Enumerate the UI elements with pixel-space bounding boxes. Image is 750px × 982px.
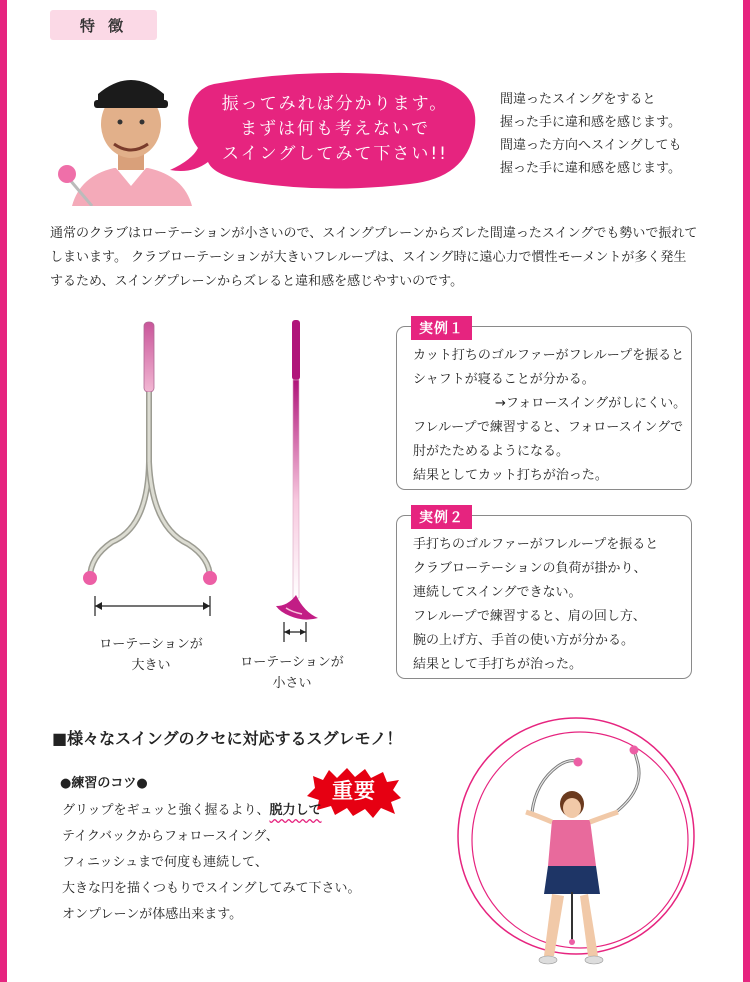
example-line: フレループで練習すると、肩の回し方、 — [413, 609, 646, 624]
intro-line: するため、スイングプレーンからズレると違和感を感じやすいのです。 — [50, 274, 464, 289]
speech-line: スイングしてみて下さい!! — [222, 144, 448, 164]
intro-line: 通常のクラブはローテーションが小さいので、スイングプレーンからズレた間違ったスイングでも勢いで振れて — [50, 226, 698, 241]
side-note-line: 握った手に違和感を感じます。 — [500, 161, 681, 176]
golfer-swing-illustration — [440, 716, 710, 976]
example-1-label: 実例１ — [411, 316, 472, 340]
example-line: 連続してスイングできない。 — [413, 585, 582, 600]
example-2-box — [396, 510, 692, 679]
tips-line-1 — [62, 798, 360, 824]
example-1-box — [396, 321, 692, 490]
example-line: 結果としてカット打ちが治った。 — [413, 468, 608, 483]
tips-heading: ●練習のコツ● — [60, 776, 148, 791]
right-border — [743, 0, 750, 982]
tips-line-1-text: グリップをギュッと強く握るより、 — [62, 803, 270, 818]
tips-line: 大きな円を描くつもりでスイングしてみて下さい。 — [62, 881, 361, 896]
side-note — [500, 88, 740, 180]
caption-small-rotation — [236, 652, 348, 694]
side-note-line: 間違った方向へスイングしても — [500, 138, 682, 153]
left-border — [0, 0, 7, 982]
feature-tab: 特 徴 — [50, 10, 157, 40]
example-2-body — [413, 533, 658, 677]
caption-line: ローテーションが — [99, 637, 203, 652]
tips-emphasis: 脱力して — [269, 803, 322, 818]
example-line: 腕の上げ方、手首の使い方が分かる。 — [413, 633, 635, 648]
intro-paragraph — [50, 222, 698, 294]
example-line: 肘がたためるようになる。 — [413, 444, 570, 459]
side-note-line: 間違ったスイングをすると — [500, 92, 656, 107]
tips-line: テイクバックからフォロースイング、 — [62, 829, 279, 844]
intro-line: しまいます。 クラブローテーションが大きいフレループは、スイング時に遠心力で慣性モーメントが多く発生 — [50, 250, 687, 265]
tips-body — [62, 798, 360, 928]
tips-line: フィニッシュまで何度も連続して、 — [62, 855, 268, 870]
caption-line: ローテーションが — [240, 655, 344, 670]
example-1-body — [413, 344, 686, 488]
side-note-line: 握った手に違和感を感じます。 — [500, 115, 681, 130]
speech-bubble-text — [212, 92, 458, 167]
tips-line: オンプレーンが体感出来ます。 — [62, 907, 243, 922]
speech-line: まずは何も考えないで — [240, 119, 430, 139]
speech-line: 振ってみれば分かります。 — [221, 94, 449, 114]
example-line: 結果として手打ちが治った。 — [413, 657, 583, 672]
caption-line: 小さい — [272, 676, 312, 691]
example-2-label: 実例２ — [411, 505, 472, 529]
example-line: シャフトが寝ることが分かる。 — [413, 372, 595, 387]
important-badge-text: 重要 — [332, 779, 376, 803]
caption-large-rotation — [86, 634, 216, 676]
example-line: →フォロースイングがしにくい。 — [495, 396, 687, 411]
section-heading: ■様々なスイングのクセに対応するスグレモノ！ — [52, 729, 403, 748]
example-line: フレループで練習すると、フォロースイングで — [413, 420, 684, 435]
example-line: 手打ちのゴルファーがフレループを振ると — [413, 537, 659, 552]
example-line: カット打ちのゴルファーがフレループを振ると — [413, 348, 685, 363]
caption-line: 大きい — [131, 658, 171, 673]
example-line: クラブローテーションの負荷が掛かり、 — [413, 561, 647, 576]
